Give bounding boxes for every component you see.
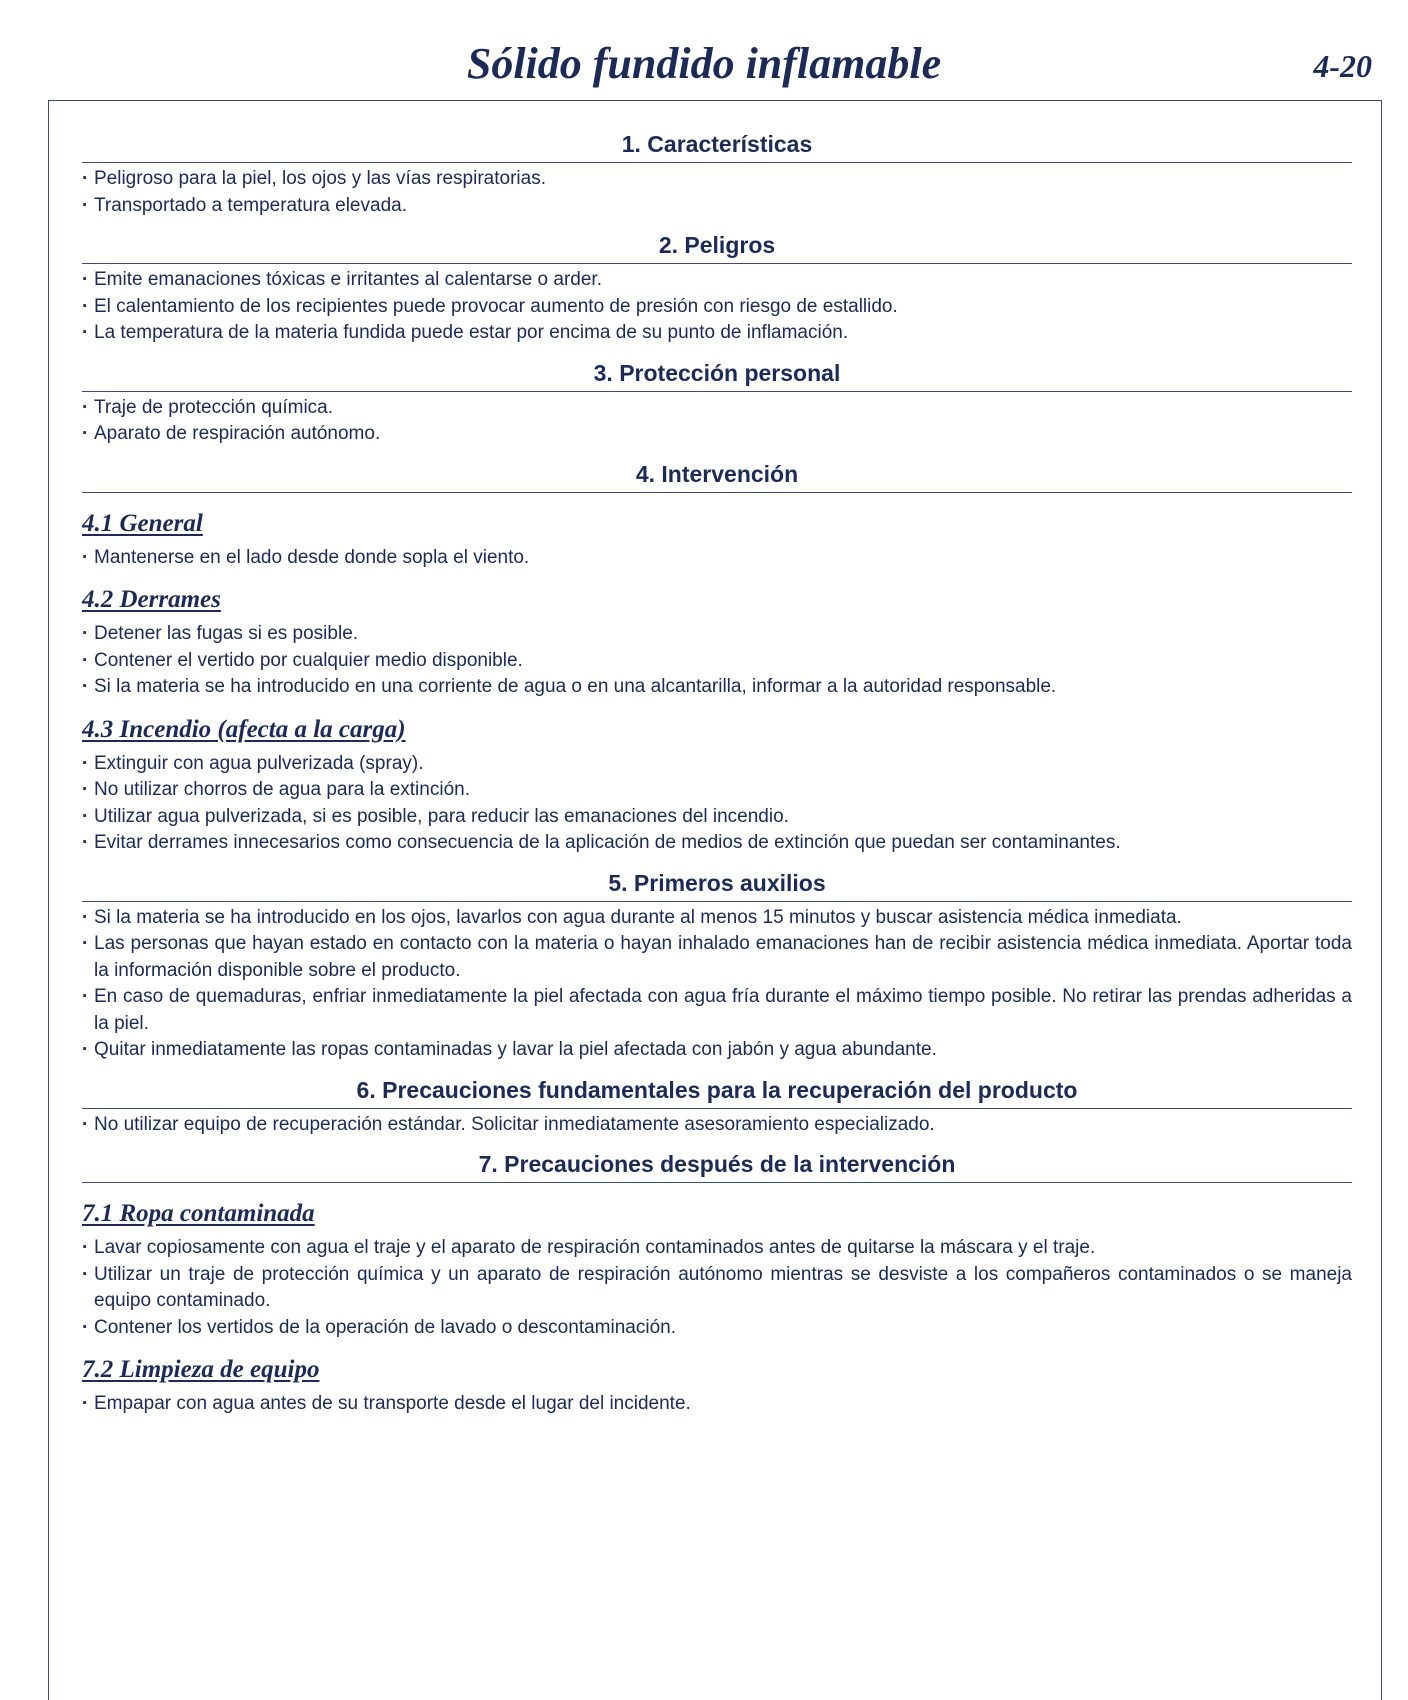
list-item: · Si la materia se ha introducido en los ojos, lavarlos con agua durante al menos 15 minutos y buscar asistencia médica inmediata. — [82, 905, 1352, 932]
list-item: · Contener los vertidos de la operación de lavado o descontaminación. — [82, 1315, 1352, 1342]
list-item: · Emite emanaciones tóxicas e irritantes al calentarse o arder. — [82, 267, 1352, 294]
section-heading: 2. Peligros — [82, 229, 1352, 264]
item-list — [82, 1112, 1352, 1139]
section-peligros — [82, 229, 1352, 347]
list-item: · En caso de quemaduras, enfriar inmediatamente la piel afectada con agua fría durante el máximo tiempo posible. No retirar las prendas adheridas a la piel. — [82, 984, 1352, 1037]
document-body — [82, 128, 1352, 1418]
list-item: · No utilizar equipo de recuperación estándar. Solicitar inmediatamente asesoramiento especializado. — [82, 1112, 1352, 1139]
item-list — [82, 1391, 1352, 1418]
list-item: · Traje de protección química. — [82, 395, 1352, 422]
subsection-heading: 4.1 General — [82, 509, 203, 537]
section-heading: 5. Primeros auxilios — [82, 867, 1352, 902]
list-item: · Lavar copiosamente con agua el traje y el aparato de respiración contaminados antes de quitarse la máscara y el traje. — [82, 1235, 1352, 1262]
list-item: · Detener las fugas si es posible. — [82, 621, 1352, 648]
list-item: · La temperatura de la materia fundida puede estar por encima de su punto de inflamación. — [82, 320, 1352, 347]
list-item: · No utilizar chorros de agua para la extinción. — [82, 777, 1352, 804]
page-number: 4-20 — [1313, 48, 1372, 84]
item-list — [82, 395, 1352, 448]
item-list — [82, 621, 1352, 701]
section-recuperacion-producto — [82, 1074, 1352, 1139]
item-list — [82, 905, 1352, 1064]
list-item: · El calentamiento de los recipientes puede provocar aumento de presión con riesgo de estallido. — [82, 294, 1352, 321]
subsection-heading: 4.3 Incendio (afecta a la carga) — [82, 715, 406, 743]
list-item: · Mantenerse en el lado desde donde sopla el viento. — [82, 545, 1352, 572]
section-heading: 6. Precauciones fundamentales para la recuperación del producto — [82, 1074, 1352, 1109]
section-heading: 7. Precauciones después de la intervención — [82, 1148, 1352, 1183]
section-heading: 1. Características — [82, 128, 1352, 163]
item-list — [82, 166, 1352, 219]
list-item: · Quitar inmediatamente las ropas contaminadas y lavar la piel afectada con jabón y agua abundante. — [82, 1037, 1352, 1064]
section-heading: 3. Protección personal — [82, 357, 1352, 392]
list-item: · Las personas que hayan estado en contacto con la materia o hayan inhalado emanaciones han de recibir asistencia médica inmediata. Aportar toda la información disponible sobre el producto. — [82, 931, 1352, 984]
list-item: · Extinguir con agua pulverizada (spray). — [82, 751, 1352, 778]
list-item: · Evitar derrames innecesarios como consecuencia de la aplicación de medios de extinción que puedan ser contaminantes. — [82, 830, 1352, 857]
section-caracteristicas — [82, 128, 1352, 219]
list-item: · Utilizar agua pulverizada, si es posible, para reducir las emanaciones del incendio. — [82, 804, 1352, 831]
item-list — [82, 545, 1352, 572]
section-heading: 4. Intervención — [82, 458, 1352, 493]
page-title: Sólido fundido inflamable — [466, 39, 942, 88]
section-primeros-auxilios — [82, 867, 1352, 1064]
subsection-heading: 7.1 Ropa contaminada — [82, 1200, 315, 1227]
list-item: · Si la materia se ha introducido en una corriente de agua o en una alcantarilla, informar a la autoridad responsable. — [82, 674, 1352, 701]
list-item: · Utilizar un traje de protección química y un aparato de respiración autónomo mientras se desviste a los compañeros contaminados o se maneja equipo contaminado. — [82, 1262, 1352, 1315]
list-item: · Contener el vertido por cualquier medio disponible. — [82, 648, 1352, 675]
item-list — [82, 1235, 1352, 1341]
list-item: · Transportado a temperatura elevada. — [82, 193, 1352, 220]
item-list — [82, 751, 1352, 857]
list-item: · Empapar con agua antes de su transporte desde el lugar del incidente. — [82, 1391, 1352, 1418]
list-item: · Peligroso para la piel, los ojos y las vías respiratorias. — [82, 166, 1352, 193]
section-precauciones-despues — [82, 1148, 1352, 1418]
section-proteccion-personal — [82, 357, 1352, 448]
list-item: · Aparato de respiración autónomo. — [82, 421, 1352, 448]
subsection-heading: 7.2 Limpieza de equipo — [82, 1356, 320, 1383]
item-list — [82, 267, 1352, 347]
subsection-heading: 4.2 Derrames — [82, 586, 221, 613]
section-intervencion — [82, 458, 1352, 857]
